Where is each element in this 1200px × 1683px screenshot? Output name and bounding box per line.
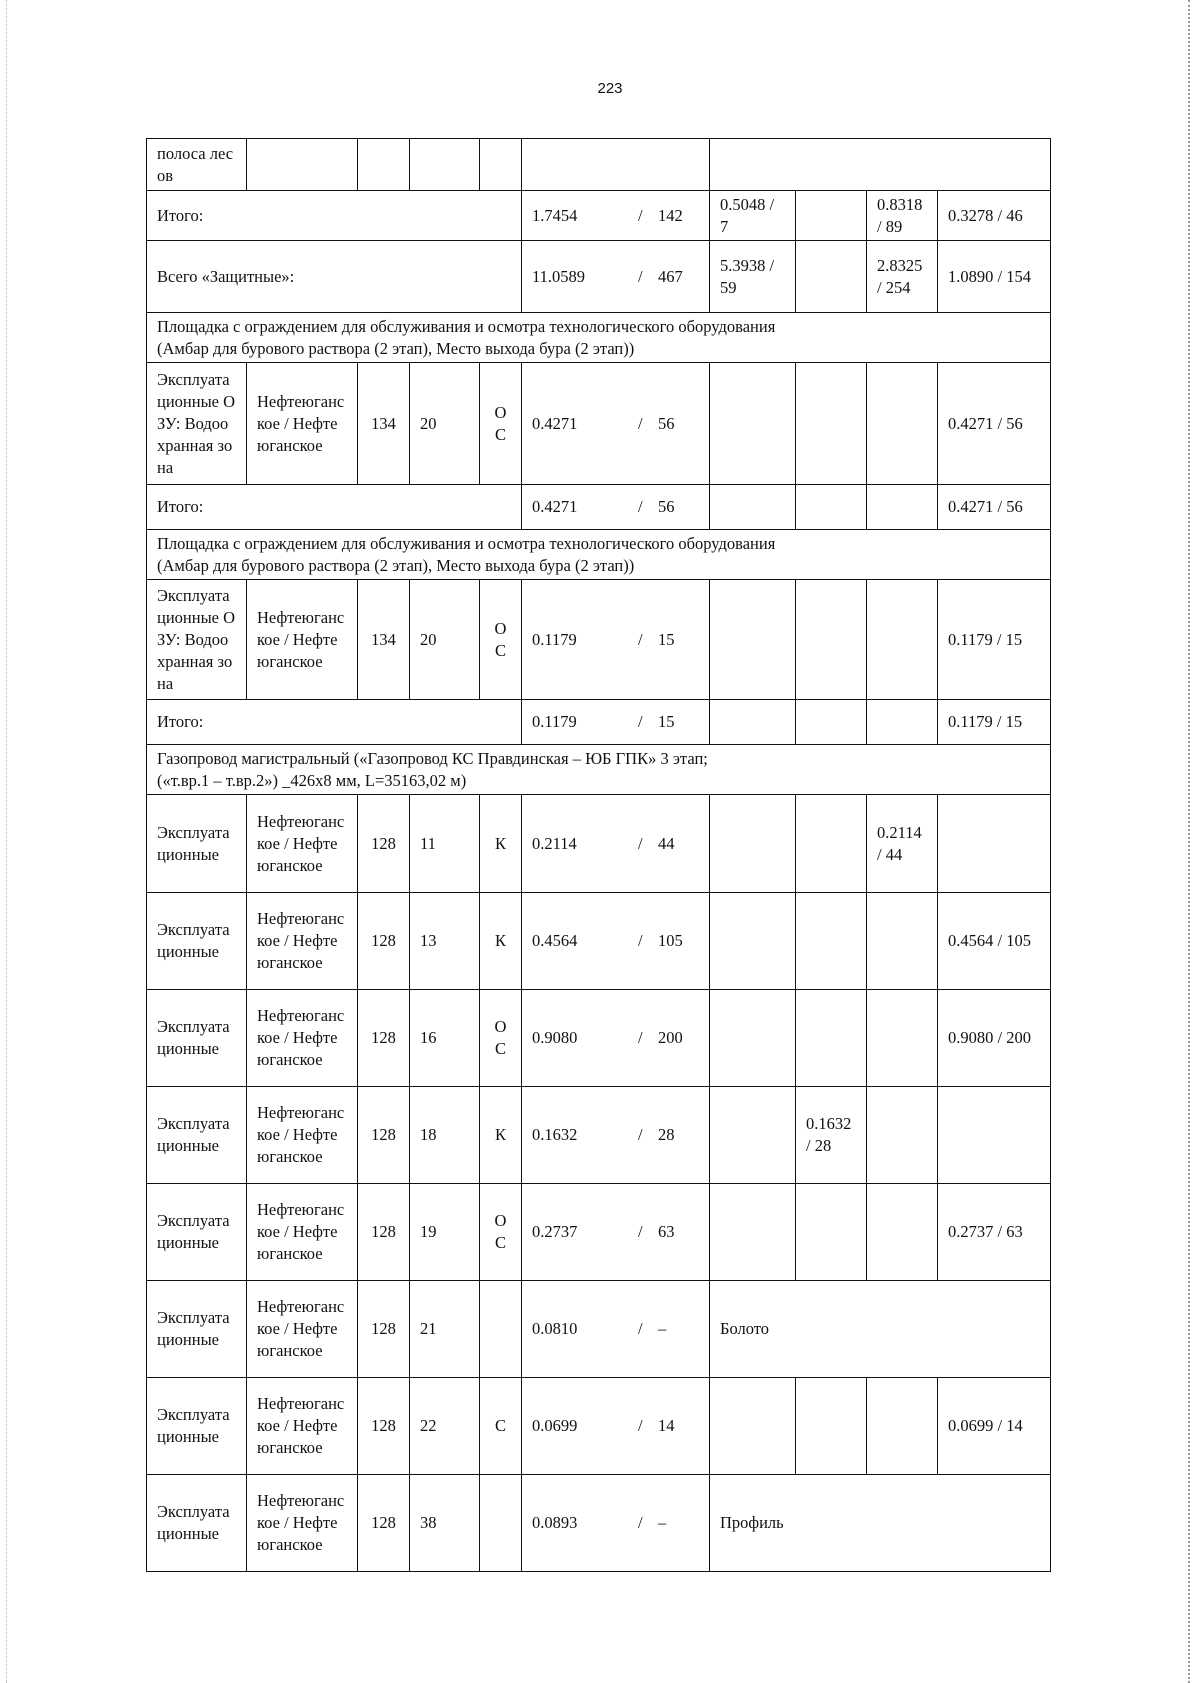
area-value: 0.2737 [532,1222,578,1241]
section-header-row [147,313,1051,363]
area-count: 467 [658,266,683,286]
section-header-row [147,745,1051,795]
table-cell: Нефтеюганское / Нефтеюганское [247,795,358,893]
table-cell: 0.5048 / 7 [710,191,796,241]
table-cell [522,363,710,485]
table-cell [796,580,867,700]
area-separator: / [638,1416,643,1435]
table-cell: Нефтеюганское / Нефтеюганское [247,893,358,990]
table-cell [710,1184,796,1281]
table-cell [522,485,710,530]
area-count: 15 [658,712,675,731]
area-value: 1.7454 [532,205,578,225]
table-cell [480,1475,522,1572]
table-cell [522,139,710,191]
area-separator: / [638,931,643,950]
table-cell: Нефтеюганское / Нефтеюганское [247,1475,358,1572]
table-cell: 0.1632 / 28 [796,1087,867,1184]
table-cell [796,1378,867,1475]
table-cell [867,485,938,530]
table-cell: 11 [410,795,480,893]
table-row [147,139,1051,191]
section-title-line: (Амбар для бурового раствора (2 этап), Место выхода бура (2 этап)) [157,555,635,575]
table-cell: Нефтеюганское / Нефтеюганское [247,1184,358,1281]
table-cell [480,139,522,191]
area-separator: / [638,1513,643,1532]
table-cell: 0.1179 / 15 [938,700,1051,745]
table-row [147,1087,1051,1184]
table-row [147,363,1051,485]
table-row [147,700,1051,745]
table-cell: К [480,795,522,893]
table-cell [938,1087,1051,1184]
area-count: – [658,1513,667,1532]
section-title-line: Газопровод магистральный («Газопровод КС Правдинская – ЮБ ГПК» 3 этап; [157,748,708,768]
table-cell: 21 [410,1281,480,1378]
table-cell [522,191,710,241]
area-value: 0.0699 [532,1416,578,1435]
table-cell: 20 [410,580,480,700]
table-cell: 128 [358,795,410,893]
table-cell [710,1378,796,1475]
table-cell [796,795,867,893]
table-row [147,580,1051,700]
area-separator: / [638,413,643,433]
area-separator: / [638,629,643,649]
table-row [147,1475,1051,1572]
area-separator: / [638,833,643,853]
table-cell: 16 [410,990,480,1087]
table-cell: 134 [358,580,410,700]
table-cell [796,191,867,241]
table-cell: 13 [410,893,480,990]
table-cell [522,1475,710,1572]
table-cell: 0.4271 / 56 [938,363,1051,485]
table-cell [867,700,938,745]
table-cell: Профиль [710,1475,1051,1572]
section-title-line: Площадка с ограждением для обслуживания и осмотра технологического оборудования [157,533,776,553]
table-cell [710,990,796,1087]
area-value: 0.4271 [532,497,578,516]
table-cell [522,1087,710,1184]
page-number: 223 [597,80,623,97]
table-cell: 0.3278 / 46 [938,191,1051,241]
section-title-line: («т.вр.1 – т.вр.2») _426х8 мм, L=35163,02 м) [157,770,467,790]
table-cell [710,363,796,485]
area-separator: / [638,712,643,731]
section-title-line: Площадка с ограждением для обслуживания и осмотра технологического оборудования [157,316,776,336]
area-count: 63 [658,1222,675,1241]
table-cell [867,990,938,1087]
table-row [147,241,1051,313]
table-row [147,1281,1051,1378]
table-cell: К [480,893,522,990]
table-cell: Эксплуатационные [147,1281,247,1378]
area-count: 56 [658,497,675,516]
area-value: 0.1179 [532,712,577,731]
table-cell [522,1281,710,1378]
section-title [147,530,1051,580]
table-cell: Нефтеюганское / Нефтеюганское [247,1087,358,1184]
table-cell: 0.1179 / 15 [938,580,1051,700]
table-cell: Эксплуатационные [147,990,247,1087]
table-cell [710,485,796,530]
table-cell [796,241,867,313]
area-value: 0.4271 [532,413,578,433]
table-cell: Эксплуатационные [147,1184,247,1281]
table-cell: Болото [710,1281,1051,1378]
table-cell [522,893,710,990]
table-cell: 128 [358,1281,410,1378]
table-cell [522,795,710,893]
table-cell [796,893,867,990]
table-cell [710,795,796,893]
table-cell: ОС [480,580,522,700]
table-cell: 128 [358,1378,410,1475]
table-cell: ОС [480,990,522,1087]
table-cell [796,363,867,485]
scan-edge-left [6,0,11,1683]
area-count: 105 [658,931,683,950]
area-separator: / [638,1319,643,1338]
table-cell [522,241,710,313]
table-cell: Нефтеюганское / Нефтеюганское [247,363,358,485]
area-value: 0.9080 [532,1028,578,1047]
table-cell: 0.4564 / 105 [938,893,1051,990]
table-row [147,191,1051,241]
table-cell: Эксплуатационные [147,1378,247,1475]
table-cell [867,1378,938,1475]
table-cell: 1.0890 / 154 [938,241,1051,313]
table-cell: ОС [480,1184,522,1281]
area-value: 11.0589 [532,266,586,286]
table-cell: Итого: [147,700,522,745]
area-separator: / [638,205,643,225]
table-cell: 38 [410,1475,480,1572]
scan-edge-right [1185,0,1190,1683]
area-separator: / [638,266,643,286]
area-count: 56 [658,413,675,433]
section-title [147,745,1051,795]
table-cell: 19 [410,1184,480,1281]
table-cell: 128 [358,1087,410,1184]
area-count: 200 [658,1028,683,1047]
area-value: 0.0893 [532,1513,578,1532]
table-row [147,1184,1051,1281]
table-cell: 128 [358,893,410,990]
area-separator: / [638,1028,643,1047]
table-cell: Эксплуатационные ОЗУ: Водоохранная зона [147,363,247,485]
area-value: 0.0810 [532,1319,578,1338]
table-cell [938,795,1051,893]
area-count: 15 [658,629,675,649]
section-header-row [147,530,1051,580]
table-cell [710,580,796,700]
table-cell [410,139,480,191]
table-cell: Нефтеюганское / Нефтеюганское [247,1378,358,1475]
table-cell: Нефтеюганское / Нефтеюганское [247,990,358,1087]
table-cell: 0.0699 / 14 [938,1378,1051,1475]
table-cell: Итого: [147,485,522,530]
area-count: 28 [658,1125,675,1144]
table-cell: Итого: [147,191,522,241]
section-title [147,313,1051,363]
table-cell: 128 [358,990,410,1087]
table-cell [796,485,867,530]
table-cell: ОС [480,363,522,485]
table-row [147,893,1051,990]
table-cell [358,139,410,191]
area-separator: / [638,497,643,516]
table-cell: 2.8325 / 254 [867,241,938,313]
table-cell: 20 [410,363,480,485]
table-cell [796,1184,867,1281]
table-cell: полоса лесов [147,139,247,191]
table-cell [796,700,867,745]
table-cell: К [480,1087,522,1184]
table-cell: 134 [358,363,410,485]
table-cell [796,990,867,1087]
table-cell: 0.2737 / 63 [938,1184,1051,1281]
table-row [147,1378,1051,1475]
section-title-line: (Амбар для бурового раствора (2 этап), Место выхода бура (2 этап)) [157,338,635,358]
table-cell [867,580,938,700]
area-count: 14 [658,1416,675,1435]
table-cell [522,700,710,745]
table-cell [710,893,796,990]
table-cell [867,1184,938,1281]
table-row [147,485,1051,530]
table-cell [522,990,710,1087]
table-cell: Нефтеюганское / Нефтеюганское [247,580,358,700]
area-value: 0.2114 [532,833,577,853]
table-cell [867,1087,938,1184]
area-value: 0.4564 [532,931,578,950]
table-cell [522,1378,710,1475]
area-separator: / [638,1125,643,1144]
table-cell: Эксплуатационные [147,1087,247,1184]
table-cell: 18 [410,1087,480,1184]
table-cell: 0.8318 / 89 [867,191,938,241]
table-cell [867,893,938,990]
table-cell: 0.4271 / 56 [938,485,1051,530]
table-cell: Эксплуатационные [147,795,247,893]
table-cell [710,700,796,745]
table-cell: Эксплуатационные [147,1475,247,1572]
table-cell: Эксплуатационные ОЗУ: Водоохранная зона [147,580,247,700]
table-row [147,990,1051,1087]
area-separator: / [638,1222,643,1241]
table-cell [522,580,710,700]
table-cell: 0.9080 / 200 [938,990,1051,1087]
table-row [147,795,1051,893]
table-cell: 0.2114 / 44 [867,795,938,893]
area-value: 0.1632 [532,1125,578,1144]
table-cell [867,363,938,485]
table-cell: Всего «Защитные»: [147,241,522,313]
area-count: 142 [658,205,683,225]
table-cell: 128 [358,1184,410,1281]
table-cell [710,139,1051,191]
area-value: 0.1179 [532,629,577,649]
table-cell [522,1184,710,1281]
table-cell [480,1281,522,1378]
table-cell [247,139,358,191]
area-count: – [658,1319,667,1338]
table-cell: Нефтеюганское / Нефтеюганское [247,1281,358,1378]
table-cell: 22 [410,1378,480,1475]
table-cell: 128 [358,1475,410,1572]
land-plot-table [146,138,1051,1572]
table-cell: 5.3938 / 59 [710,241,796,313]
table-cell: С [480,1378,522,1475]
table-cell: Эксплуатационные [147,893,247,990]
table-cell [710,1087,796,1184]
area-count: 44 [658,833,675,853]
